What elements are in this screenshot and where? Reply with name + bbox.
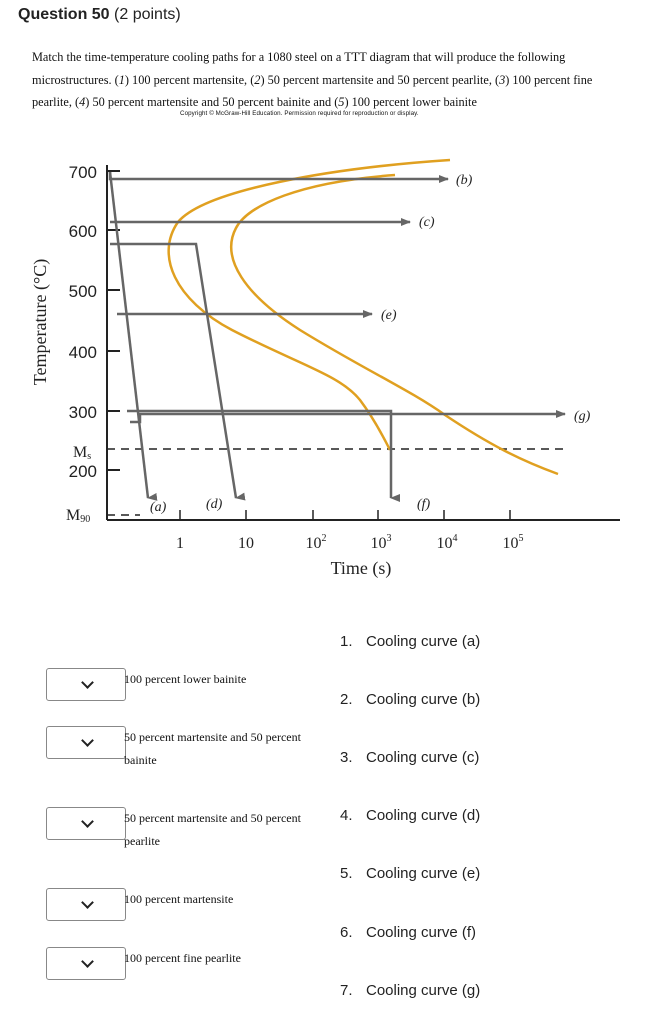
chevron-down-icon	[81, 896, 94, 909]
match-select-4[interactable]	[46, 888, 126, 921]
question-text-num: 5	[338, 95, 345, 109]
path-label-g: (g)	[574, 409, 591, 424]
question-text-num: 4	[79, 95, 86, 109]
x-tick-label: 10	[238, 535, 254, 552]
ttt-finish-curve	[231, 175, 558, 474]
y-tick-label: 600	[68, 222, 97, 241]
path-label-f: (f)	[417, 497, 431, 512]
copyright-notice: Copyright © McGraw-Hill Education. Permission required for reproduction or display.	[180, 110, 419, 117]
question-number: Question 50	[18, 6, 110, 23]
option-6: 6. Cooling curve (f)	[340, 924, 477, 941]
chevron-down-icon	[81, 676, 94, 689]
question-text-part: ) 100 percent fine pearlite, (	[32, 72, 593, 109]
y-tick-label: 500	[68, 282, 97, 301]
cooling-path-b	[110, 172, 448, 179]
path-label-b: (b)	[456, 173, 473, 188]
question-text-part: ) 100 percent martensite, (	[124, 72, 255, 87]
cooling-path-f	[127, 411, 391, 498]
y-ticks	[107, 171, 120, 470]
option-2: 2. Cooling curve (b)	[340, 691, 481, 708]
match-select-3[interactable]	[46, 807, 126, 840]
match-text-4: 100 percent martensite	[124, 892, 234, 906]
chevron-down-icon	[81, 955, 94, 968]
option-3: 3. Cooling curve (c)	[340, 749, 480, 766]
question-points: (2 points)	[114, 6, 181, 23]
y-tick-label: 700	[68, 163, 97, 182]
x-ticks	[180, 510, 510, 520]
m90-label: M90	[66, 507, 91, 525]
match-select-1[interactable]	[46, 668, 126, 701]
chevron-down-icon	[81, 815, 94, 828]
y-axis-label: Temperature (°C)	[30, 258, 50, 386]
ms-label: Ms	[73, 444, 92, 462]
question-text-part: ) 50 percent martensite and 50 percent bainite and (	[85, 95, 339, 109]
y-tick-label: 400	[68, 343, 97, 362]
y-tick-label: 200	[68, 462, 97, 481]
x-tick-label: 1	[176, 535, 184, 552]
x-axis-label: Time (s)	[330, 558, 392, 578]
option-4: 4. Cooling curve (d)	[340, 807, 481, 824]
x-tick-label: $10^4$	[436, 533, 458, 552]
match-text-5: 100 percent fine pearlite	[124, 951, 241, 965]
cooling-path-d	[110, 244, 236, 498]
question-text-part: ) 100 percent lower bainite	[344, 95, 477, 109]
x-tick-label: $10^3$	[370, 533, 392, 552]
chevron-down-icon	[81, 734, 94, 747]
path-label-c: (c)	[419, 215, 435, 230]
match-text-1: 100 percent lower bainite	[124, 672, 247, 686]
x-tick-label: $10^2$	[305, 533, 327, 552]
ttt-start-curve	[169, 160, 450, 450]
cooling-path-g	[130, 414, 565, 422]
path-label-d: (d)	[206, 497, 223, 512]
question-text-num: 3	[499, 72, 506, 87]
question-text-part: ) 50 percent martensite and 50 percent pearlite, (	[260, 72, 500, 87]
option-7: 7. Cooling curve (g)	[340, 982, 481, 999]
match-text-3: 50 percent martensite and 50 percent pearlite	[124, 811, 301, 848]
match-select-2[interactable]	[46, 726, 126, 759]
path-label-e: (e)	[381, 308, 397, 323]
question-text-num: 2	[254, 72, 261, 87]
option-5: 5. Cooling curve (e)	[340, 865, 481, 882]
question-text-part: Match the time-temperature cooling paths for a 1080 steel on a TTT diagram that will produce the following microstructures. (	[32, 50, 566, 87]
path-label-a: (a)	[150, 500, 167, 515]
x-tick-label: $10^5$	[502, 533, 524, 552]
y-tick-label: 300	[68, 403, 97, 422]
option-1: 1. Cooling curve (a)	[340, 633, 481, 650]
match-select-5[interactable]	[46, 947, 126, 980]
question-text-num: 1	[118, 72, 125, 87]
match-text-2: 50 percent martensite and 50 percent bainite	[124, 730, 301, 767]
